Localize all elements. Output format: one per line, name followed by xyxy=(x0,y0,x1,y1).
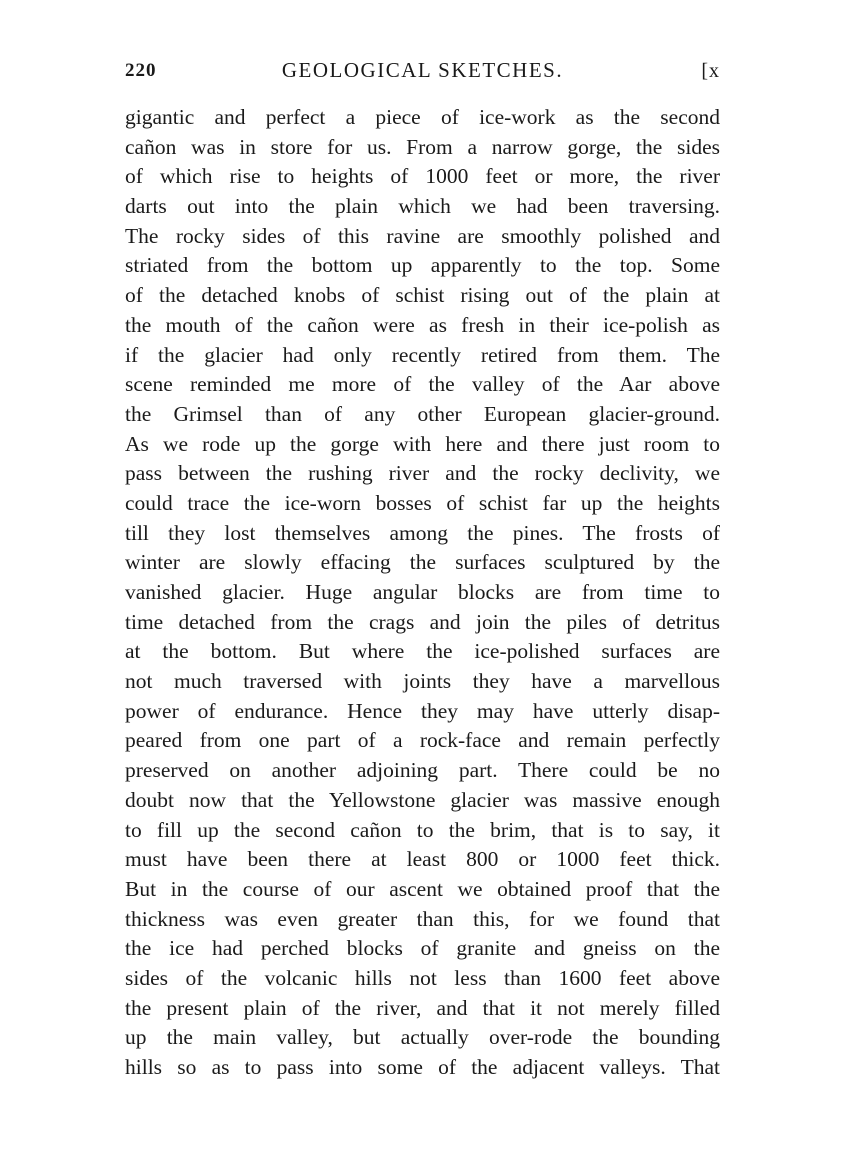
text-line: the mouth of the cañon were as fresh in their ice-polish as xyxy=(125,312,720,337)
text-line: power of endurance. Hence they may have utterly disap- xyxy=(125,698,720,723)
chapter-mark: [x xyxy=(701,60,720,82)
text-line: As we rode up the gorge with here and there just room to xyxy=(125,431,720,456)
running-title: GEOLOGICAL SKETCHES. xyxy=(281,58,564,82)
text-line: if the glacier had only recently retired from them. The xyxy=(125,342,720,367)
text-line: striated from the bottom up apparently to the top. Some xyxy=(125,253,720,278)
text-line: time detached from the crags and join the piles of detritus xyxy=(125,609,720,634)
text-line: the present plain of the river, and that it not merely filled xyxy=(125,995,720,1020)
text-line: the ice had perched blocks of granite and gneiss on the xyxy=(125,936,720,961)
text-line: scene reminded me more of the valley of the Aar above xyxy=(125,372,720,397)
text-line: to fill up the second cañon to the brim, that is to say, it xyxy=(125,817,720,842)
text-line: of the detached knobs of schist rising out of the plain at xyxy=(125,283,720,308)
body-text xyxy=(125,103,720,1083)
text-line: up the main valley, but actually over-rode the bounding xyxy=(125,1025,720,1050)
text-line: peared from one part of a rock-face and remain perfectly xyxy=(125,728,720,753)
text-line: winter are slowly effacing the surfaces sculptured by the xyxy=(125,550,720,575)
text-line: pass between the rushing river and the rocky declivity, we xyxy=(125,461,720,486)
text-line: till they lost themselves among the pines. The frosts of xyxy=(125,520,720,545)
page-number: 220 xyxy=(125,60,157,81)
text-line: gigantic and perfect a piece of ice-work as the second xyxy=(125,105,720,129)
text-line: at the bottom. But where the ice-polished surfaces are xyxy=(125,639,720,664)
text-line: not much traversed with joints they have a marvellous xyxy=(125,669,720,694)
text-line: thickness was even greater than this, for we found that xyxy=(125,906,720,931)
text-line: vanished glacier. Huge angular blocks are from time to xyxy=(125,580,720,604)
text-line: darts out into the plain which we had been traversing. xyxy=(125,194,720,219)
running-head xyxy=(125,58,720,88)
text-line: the Grimsel than of any other European glacier-ground. xyxy=(125,401,720,426)
text-line: of which rise to heights of 1000 feet or more, the river xyxy=(125,164,720,189)
text-line: could trace the ice-worn bosses of schist far up the heights xyxy=(125,490,720,515)
text-line: sides of the volcanic hills not less than 1600 feet above xyxy=(125,965,720,990)
text-line: must have been there at least 800 or 1000 feet thick. xyxy=(125,847,720,872)
text-line: The rocky sides of this ravine are smoothly polished and xyxy=(125,223,720,248)
text-line: doubt now that the Yellowstone glacier was massive enough xyxy=(125,787,720,812)
text-line: preserved on another adjoining part. There could be no xyxy=(125,758,720,783)
text-line: But in the course of our ascent we obtained proof that the xyxy=(125,876,720,901)
text-line: cañon was in store for us. From a narrow gorge, the sides xyxy=(125,134,720,159)
text-line: hills so as to pass into some of the adjacent valleys. That xyxy=(125,1055,720,1079)
